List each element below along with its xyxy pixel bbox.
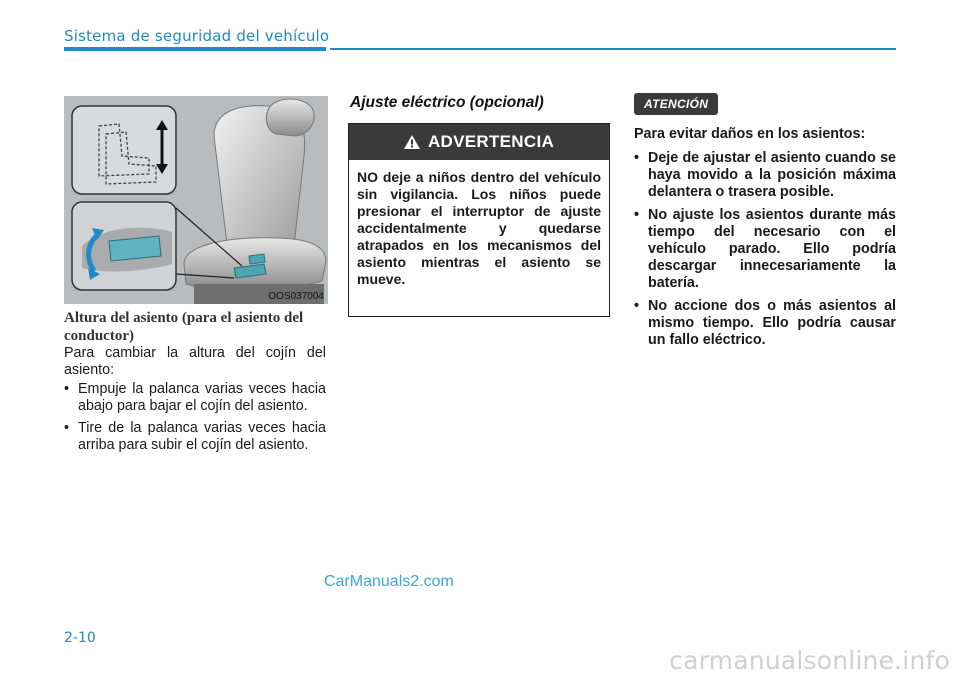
attention-bullet-list [634, 150, 896, 349]
warning-triangle-icon [404, 135, 420, 149]
list-item: • Empuje la palanca varias veces hacia abajo para bajar el cojín del asiento. [64, 381, 326, 415]
figure-code: OOS037004 [268, 291, 324, 302]
list-item: • No ajuste los asientos durante más tiempo del necesario con el vehículo parado. Ello podría descargar innecesariamente la batería. [634, 207, 896, 292]
site-watermark: carmanualsonline.info [669, 646, 950, 675]
warning-text: NO deje a niños dentro del vehículo sin vigilancia. Los niños puede presionar el interruptor de ajuste accidentalmente y quedarse atrapados en los mecanismos del asiento mientras el asiento se mueve. [357, 169, 601, 287]
left-body [64, 345, 326, 459]
list-item: • Tire de la palanca varias veces hacia arriba para subir el cojín del asiento. [64, 420, 326, 454]
list-item: • Deje de ajustar el asiento cuando se haya movido a la posición máxima delantera o trasera posible. [634, 150, 896, 201]
warning-title: ADVERTENCIA [427, 132, 555, 151]
warning-header [349, 124, 609, 160]
left-intro: Para cambiar la altura del cojín del asiento: [64, 345, 326, 378]
left-bullet-list [64, 381, 326, 454]
section-subheading: Ajuste eléctrico (opcional) [350, 94, 544, 111]
page-number: 2-10 [64, 630, 96, 646]
carmanuals-watermark[interactable]: CarManuals2.com [324, 573, 454, 590]
warning-box [348, 123, 610, 317]
attention-intro: Para evitar daños en los asientos: [634, 126, 866, 142]
header-bar [64, 47, 326, 51]
figure-caption: Altura del asiento (para el asiento del conductor) [64, 310, 304, 344]
list-item: • No accione dos o más asientos al mismo tiempo. Ello podría causar un fallo eléctrico. [634, 298, 896, 349]
attention-badge: ATENCIÓN [634, 93, 718, 115]
seat-illustration [64, 96, 328, 304]
header-title: Sistema de seguridad del vehículo [64, 27, 330, 45]
attention-text [634, 126, 896, 355]
header-rule [330, 48, 896, 50]
